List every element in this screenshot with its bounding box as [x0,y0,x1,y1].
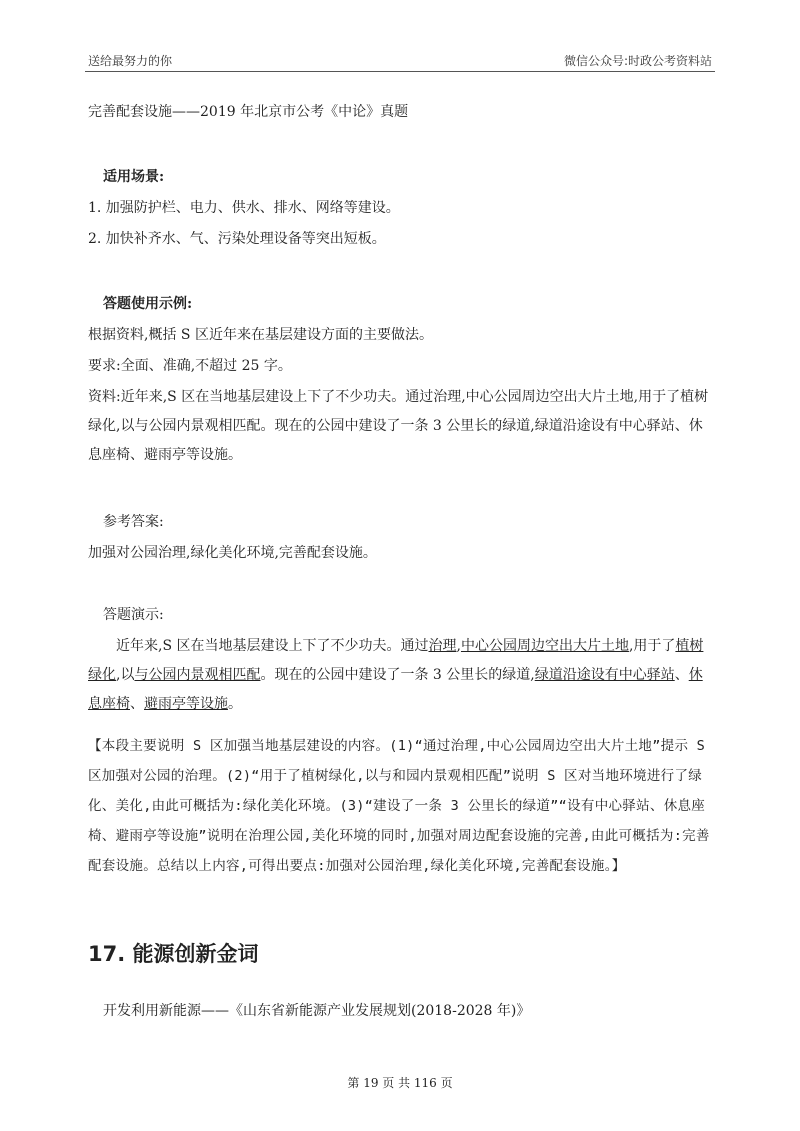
demo-segment: 、 [130,696,144,712]
demo-segment: 、 [674,667,689,683]
demo-underline: 中心公园周边空出大片土地 [460,638,629,654]
demo-segment: , [456,638,461,654]
example-material: 资料:近年来,S 区在当地基层建设上下了不少功夫。通过治理,中心公园周边空出大片土地,用于了植树绿化,以与公园内景观相匹配。现在的公园中建设了一条 3 公里长的绿道,绿道沿途设有中心驿站、休息座椅、避雨亭等设施。 [88,389,709,463]
answer-text: 加强对公园治理,绿化美化环境,完善配套设施。 [88,545,377,561]
demo-underline: 植树绿化 [88,638,704,683]
demo-underline: 避雨亭等设施 [144,696,228,712]
example-question: 根据资料,概括 S 区近年来在基层建设方面的主要做法。 [88,327,433,343]
scene-label: 适用场景: [103,169,165,185]
answer-label: 参考答案: [103,514,164,530]
demo-segment: 。现在的公园中建设了一条 3 公里长的绿道, [260,667,535,683]
demo-underline: 休息座椅 [88,667,703,712]
header-left: 送给最努力的你 [88,54,173,68]
example-label: 答题使用示例: [103,296,193,312]
demo-underline: 治理 [428,638,457,654]
header-right: 微信公众号:时政公考资料站 [563,54,712,68]
section-line: 开发利用新能源——《山东省新能源产业发展规划(2018-2028 年)》 [103,1003,531,1019]
section-heading: 17. 能源创新金词 [88,942,259,966]
demo-segment: 近年来,S 区在当地基层建设上下了不少功夫。通过 [116,638,429,654]
demo-underline: 与公园内景观相匹配 [134,667,261,683]
example-requirement: 要求:全面、准确,不超过 25 字。 [88,358,292,374]
demo-label: 答题演示: [103,607,164,623]
demo-paragraph [88,632,712,719]
demo-segment: ,以 [116,667,135,683]
demo-segment: ,用于了 [628,638,676,654]
scene-item-2: 2. 加快补齐水、气、污染处理设备等突出短板。 [88,231,386,247]
topic-title: 完善配套设施——2019 年北京市公考《中论》真题 [88,104,409,120]
header-divider [85,71,715,72]
demo-segment: 。 [228,696,242,712]
demo-underline: 绿道沿途设有中心驿站 [534,667,675,683]
page-number: 第 19 页 共 116 页 [347,1076,453,1090]
scene-item-1: 1. 加强防护栏、电力、供水、排水、网络等建设。 [88,200,400,216]
demo-note: 【本段主要说明 S 区加强当地基层建设的内容。(1)“通过治理,中心公园周边空出大片土地”提示 S 区加强对公园的治理。(2)“用于了植树绿化,以与和园内景观相匹配”说明 S 区对当地环境进行了绿化、美化,由此可概括为:绿化美化环境。(3)“建设了一条 3 公里长的绿道”“设有中心驿站、休息座椅、避雨亭等设施”说明在治理公园,美化环境的同时,加强对周边配套设施的完善,由此可概括为:完善配套设施。总结以上内容,可得出要点:加强对公园治理,绿化美化环境,完善配套设施。】 [88,738,710,874]
